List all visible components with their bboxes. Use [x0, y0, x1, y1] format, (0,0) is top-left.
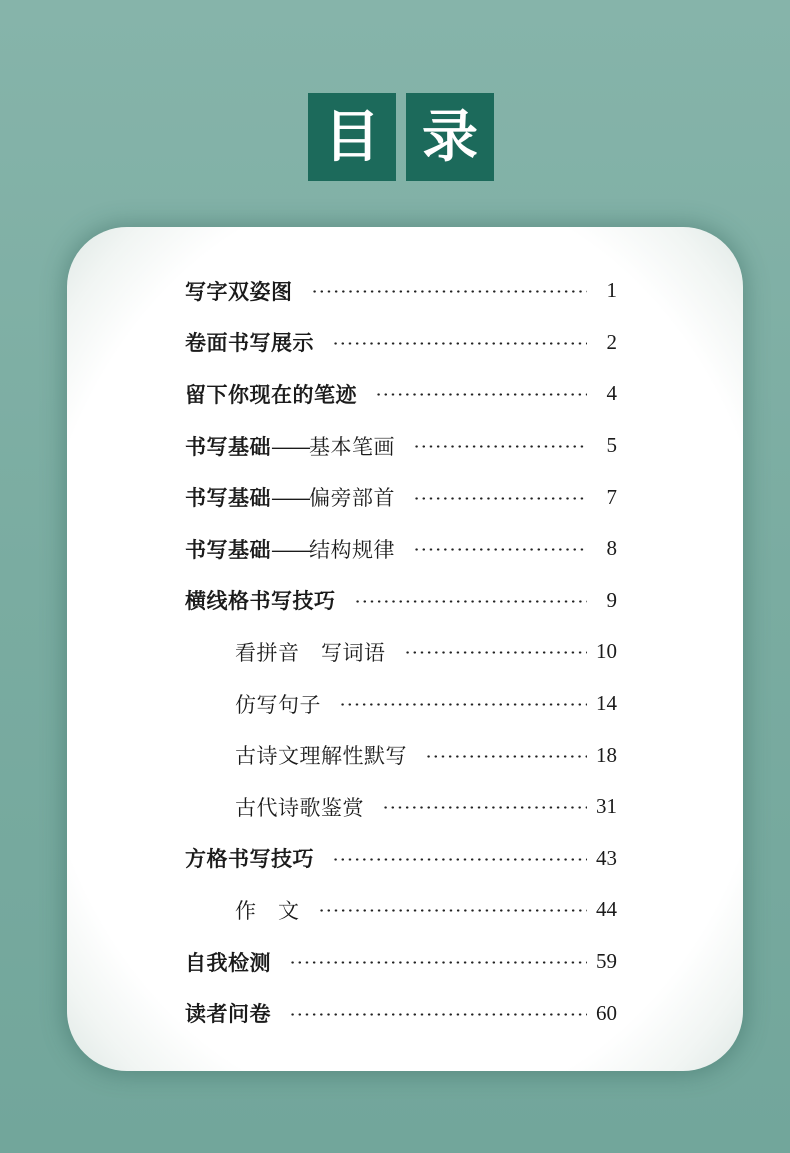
dot-leader	[413, 445, 587, 448]
toc-entry-title: 古代诗歌鉴赏	[235, 795, 364, 820]
toc-entry-page: 10	[596, 639, 617, 664]
toc-entry-imitate-sentences[interactable]	[185, 678, 617, 730]
toc-entry-lined-grid-tips[interactable]	[185, 575, 617, 627]
toc-entry-poetry-appreciation[interactable]	[185, 781, 617, 833]
dot-leader	[375, 393, 587, 396]
toc-entry-title: 留下你现在的笔迹	[185, 382, 357, 407]
toc-entry-title-sub: 偏旁部首	[309, 486, 395, 511]
title-char-lu: 录	[406, 93, 494, 181]
toc-entry-title: 读者问卷	[185, 1002, 271, 1027]
dot-leader	[318, 909, 588, 912]
toc-entry-page: 59	[596, 949, 617, 974]
toc-entry-title: 卷面书写展示	[185, 331, 314, 356]
toc-entry-structure-rules[interactable]	[185, 523, 617, 575]
toc-entry-title: 古诗文理解性默写	[235, 744, 407, 769]
toc-entry-page: 1	[606, 278, 617, 303]
toc-entry-page: 31	[596, 794, 617, 819]
toc-entry-page: 44	[596, 897, 617, 922]
toc-entry-title-sub: 结构规律	[309, 537, 395, 562]
toc-entry-title: 作 文	[235, 898, 300, 923]
dot-leader	[354, 600, 588, 603]
toc-entry-self-test[interactable]	[185, 936, 617, 988]
dot-leader	[404, 651, 588, 654]
toc-entry-page: 4	[606, 381, 617, 406]
toc-entry-poem-dictation[interactable]	[185, 729, 617, 781]
toc-entry-title-dash: ——	[271, 537, 309, 562]
toc-entry-title-main: 书写基础	[185, 537, 271, 562]
dot-leader	[289, 1013, 587, 1016]
dot-leader	[382, 806, 587, 809]
toc-entry-title: 方格书写技巧	[185, 847, 314, 872]
toc-entry-paper-display[interactable]	[185, 317, 617, 369]
toc-entry-title: 横线格书写技巧	[185, 589, 336, 614]
toc-entry-composition[interactable]	[185, 884, 617, 936]
toc-entry-title: 看拼音 写词语	[235, 640, 386, 665]
toc-entry-page: 2	[606, 329, 617, 354]
dot-leader	[413, 548, 587, 551]
toc-entry-basic-strokes[interactable]	[185, 420, 617, 472]
toc-entry-page: 5	[606, 433, 617, 458]
toc-entry-square-grid-tips[interactable]	[185, 833, 617, 885]
toc-entry-radicals[interactable]	[185, 471, 617, 523]
table-of-contents	[185, 265, 617, 1039]
dot-leader	[311, 290, 588, 293]
dot-leader	[332, 342, 587, 345]
toc-entry-title: 自我检测	[185, 950, 271, 975]
dot-leader	[332, 858, 587, 861]
toc-entry-title	[185, 482, 395, 512]
toc-entry-reader-survey[interactable]	[185, 987, 617, 1039]
dot-leader	[413, 497, 587, 500]
toc-entry-page: 8	[606, 536, 617, 561]
dot-leader	[289, 961, 587, 964]
dot-leader	[425, 755, 587, 758]
toc-entry-your-handwriting[interactable]	[185, 368, 617, 420]
toc-entry-page: 9	[606, 587, 617, 612]
toc-entry-page: 43	[596, 845, 617, 870]
toc-entry-title	[185, 431, 395, 461]
toc-entry-title: 仿写句子	[235, 692, 321, 717]
toc-entry-title-dash: ——	[271, 434, 309, 459]
toc-entry-title: 写字双姿图	[185, 279, 293, 304]
toc-entry-page: 7	[606, 484, 617, 509]
toc-entry-writing-posture[interactable]	[185, 265, 617, 317]
toc-entry-pinyin-words[interactable]	[185, 626, 617, 678]
page-title	[308, 93, 494, 181]
toc-entry-title	[185, 534, 395, 564]
toc-entry-title-sub: 基本笔画	[309, 434, 395, 459]
toc-entry-title-main: 书写基础	[185, 486, 271, 511]
toc-entry-page: 60	[596, 1000, 617, 1025]
title-char-mu: 目	[308, 93, 396, 181]
toc-entry-page: 18	[596, 742, 617, 767]
toc-entry-title-main: 书写基础	[185, 434, 271, 459]
toc-entry-title-dash: ——	[271, 486, 309, 511]
dot-leader	[339, 703, 587, 706]
toc-entry-page: 14	[596, 691, 617, 716]
